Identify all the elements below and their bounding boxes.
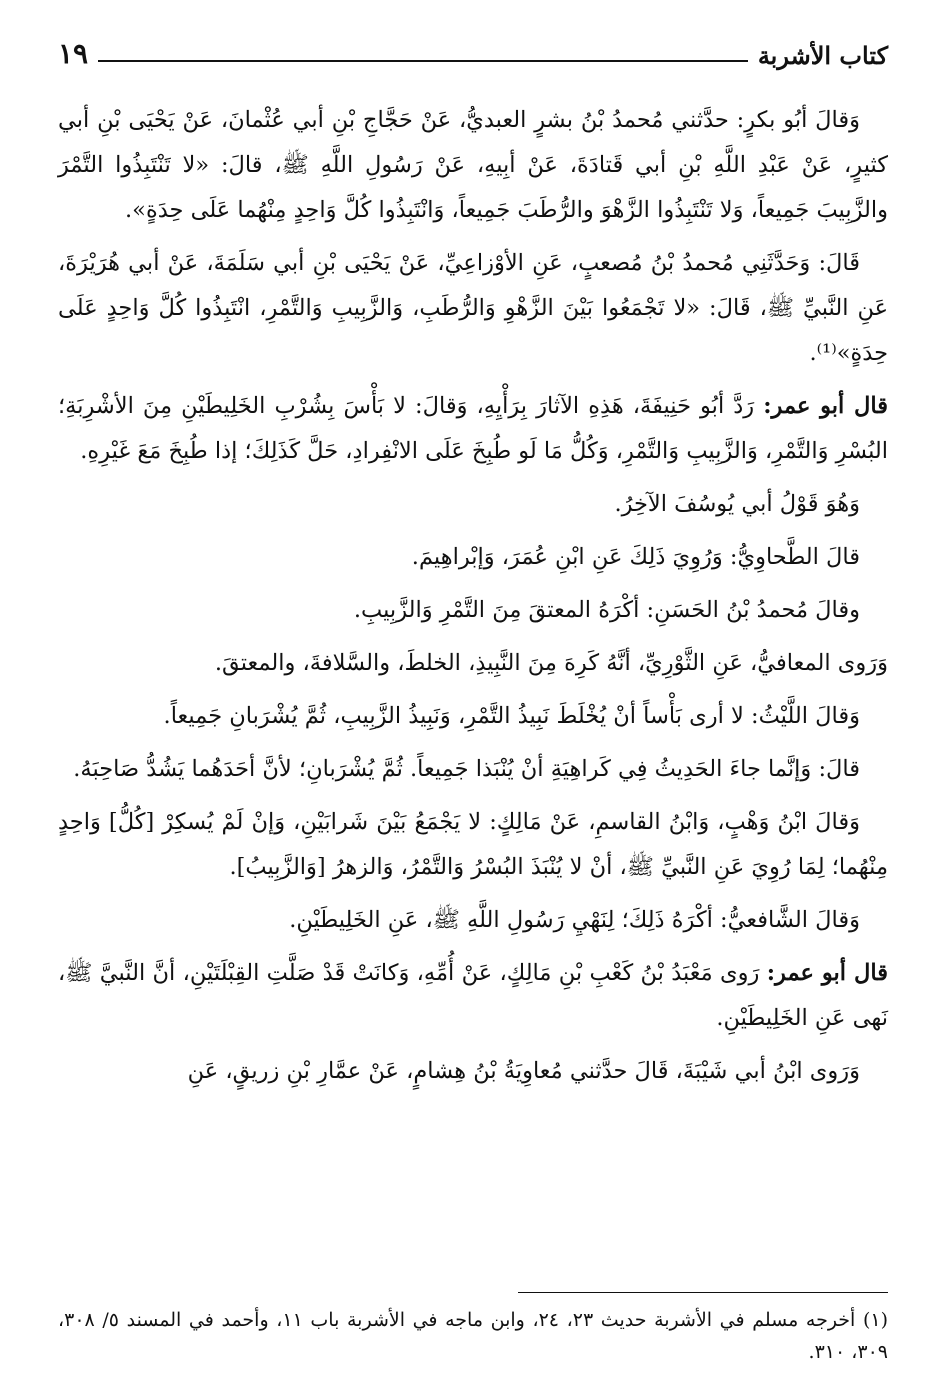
paragraph: وَقالَ الشَّافعيُّ: أكْرَهُ ذَلِكَ؛ لِنَهْيِ رَسُولِ اللَّهِ ﷺ، عَنِ الخَلِيطَيْنِ. — [289, 907, 860, 933]
footnotes — [58, 1304, 888, 1368]
page-header — [58, 30, 888, 70]
running-title: كتاب الأشربة — [757, 41, 888, 70]
paragraph: قال أبو عمر: رَوى مَعْبَدُ بْنُ كَعْبِ بْنِ مَالِكٍ، عَنْ أُمِّهِ، وَكانَتْ قَدْ صَلَّتِ القِبْلَتَيْنِ، أنَّ النَّبيَّ ﷺ، نَهى عَنِ الخَلِيطَيْنِ. — [58, 960, 888, 1031]
footnote-separator — [518, 1292, 888, 1293]
paragraph: وقالَ مُحمدُ بْنُ الحَسَنِ: أكْرَهُ المعتقَ مِنَ التَّمْرِ وَالزَّبِيبِ. — [353, 597, 860, 623]
paragraph: قَالَ: وَحَدَّثَنِي مُحمدُ بْنُ مُصعبٍ، عَنِ الأوْزاعِيِّ، عَنْ يَحْيَى بْنِ أبي سَلَمَةَ، عَنْ أبي هُرَيْرَةَ، عَنِ النَّبيِّ ﷺ، قَالَ: «لا تَجْمَعُوا بَيْنَ الزَّهْوِ وَالرُّطَبِ، وَالزَّبِيبِ وَالتَّمْرِ، انْتَبِذُوا كُلَّ وَاحِدٍ عَلَى حِدَةٍ»⁽¹⁾. — [58, 250, 888, 366]
speaker-label: قال أبو عمر: — [766, 960, 888, 986]
paragraph: وَرَوى المعافيُّ، عَنِ الثَّوْرِيِّ، أنَّهُ كَرِهَ مِنَ النَّبِيذِ، الخلطَ، والسَّلافةَ، والمعتقَ. — [214, 650, 888, 676]
header-rule — [98, 60, 748, 62]
paragraph: وَقالَ أبُو بكرٍ: حدَّثني مُحمدُ بْنُ بشرٍ العبديُّ، عَنْ حَجَّاجِ بْنِ أبي عُثْمانَ، عَنْ يَحْيَى بْنِ أبي كثيرٍ، عَنْ عَبْدِ اللَّهِ بْنِ أبي قَتادَةَ، عَنْ أبِيهِ، عَنْ رَسُولِ اللَّهِ ﷺ، قالَ: «لا تَنْتَبِذُوا التَّمْرَ والزَّبِيبَ جَمِيعاً، وَلا تَنْتَبِذُوا الزَّهْوَ والرُّطَبَ جَمِيعاً، وَانْتَبِذُوا كُلَّ وَاحِدٍ مِنْهُما عَلَى حِدَةٍ». — [58, 107, 888, 223]
paragraph: وَقالَ ابْنُ وَهْبٍ، وَابْنُ القاسمِ، عَنْ مَالِكٍ: لا يَجْمَعُ بَيْنَ شَرابَيْنِ، وَإنْ لَمْ يُسكِرْ [كُلُّ] وَاحِدٍ مِنْهُما؛ لِمَا رُوِيَ عَنِ النَّبيِّ ﷺ، أنْ لا يُنْبَذَ البُسْرُ وَالتَّمْرُ، وَالزهرُ [وَالزَّبِيبُ]. — [58, 809, 888, 880]
book-page — [58, 30, 888, 1380]
paragraph: وَهُوَ قَوْلُ أبي يُوسُفَ الآخِرُ. — [614, 491, 860, 517]
paragraph: وَقالَ اللَّيْثُ: لا أرى بَأْساً أنْ يُخْلَطَ نَبِيذُ التَّمْرِ، وَنَبِيذُ الزَّبِيبِ، ثُمَّ يُشْرَبانِ جَمِيعاً. — [163, 703, 860, 729]
speaker-label: قال أبو عمر: — [763, 393, 888, 419]
paragraph: وَرَوى ابْنُ أبي شَيْبَةَ، قَالَ حدَّثني مُعاوِيَةُ بْنُ هِشامٍ، عَنْ عمَّارِ بْنِ زريقٍ، عَنِ — [187, 1058, 860, 1084]
footnote: (١) أخرجه مسلم في الأشربة حديث ٢٣، ٢٤، وابن ماجه في الأشربة باب ١١، وأحمد في المسند ٥/ ٣٠٨، ٣٠٩، ٣١٠. — [58, 1309, 888, 1363]
page-number: ١٩ — [58, 37, 89, 70]
paragraph: قالَ الطَّحاوِيُّ: وَرُوِيَ ذَلِكَ عَنِ ابْنِ عُمَرَ، وَإبْراهِيمَ. — [411, 544, 860, 570]
main-text — [58, 98, 888, 1102]
paragraph: قالَ: وَإنَّما جاءَ الحَدِيثُ فِي كَراهِيَةِ أنْ يُنْبَذا جَمِيعاً. ثُمَّ يُشْرَبانِ؛ لأنَّ أحَدَهُما يَشُدُّ صَاحِبَهُ. — [73, 756, 860, 782]
paragraph: قال أبو عمر: رَدَّ أبُو حَنِيفَةَ، هَذِهِ الآثارَ بِرَأْيِهِ، وَقالَ: لا بَأْسَ بِشُرْبِ الخَلِيطَيْنِ مِنَ الأشْرِبَةِ؛ البُسْرِ وَالتَّمْرِ، وَالزَّبِيبِ وَالتَّمْرِ، وَكُلُّ مَا لَو طُبِخَ عَلَى الانْفِرادِ، حَلَّ كَذَلِكَ؛ إذا طُبِخَ مَعَ غَيْرِهِ. — [58, 393, 888, 464]
